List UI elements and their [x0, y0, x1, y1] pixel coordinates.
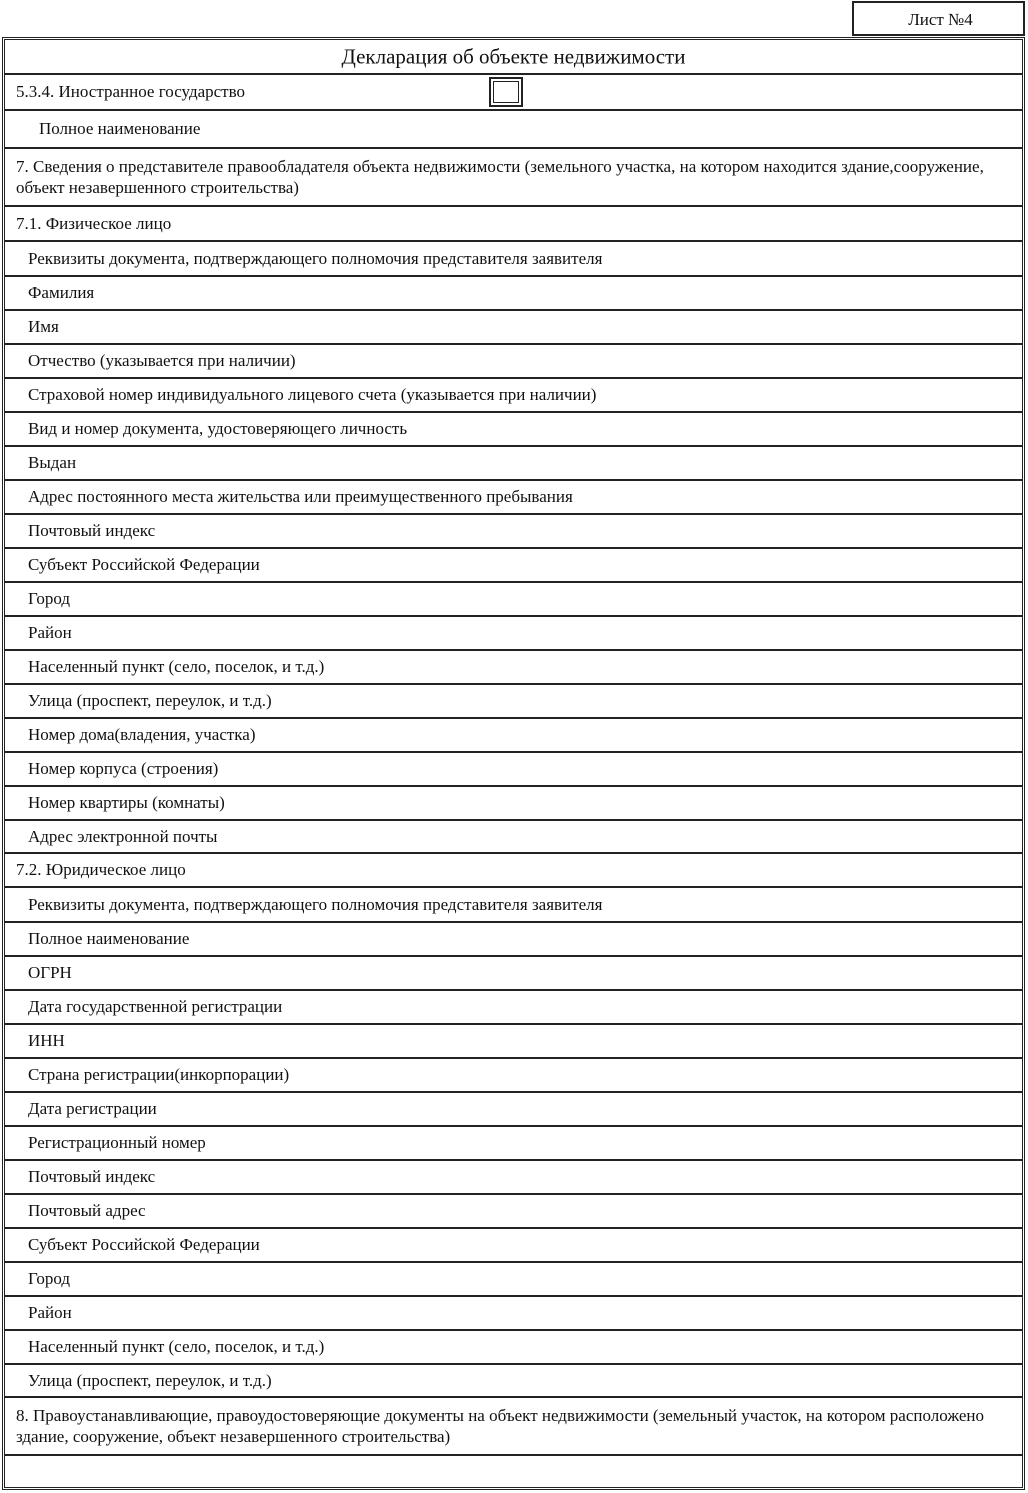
legal-entity-field-label: Дата государственной регистрации: [28, 997, 283, 1016]
individual-field-row[interactable]: [5, 651, 1022, 685]
individual-field-label: Почтовый индекс: [28, 521, 156, 540]
legal-entity-field-row[interactable]: [5, 991, 1022, 1025]
legal-entity-field-row[interactable]: [5, 1229, 1022, 1263]
section-7-2-heading: 7.2. Юридическое лицо: [16, 860, 186, 879]
declaration-form: [2, 37, 1025, 1490]
legal-entity-field-row[interactable]: [5, 1263, 1022, 1297]
individual-field-row[interactable]: [5, 583, 1022, 617]
individual-field-row[interactable]: [5, 311, 1022, 345]
section-7-heading: 7. Сведения о представителе правообладателя объекта недвижимости (земельного участка, на котором находится здание,сооружение, объект незавершенного строительства): [16, 157, 984, 197]
legal-entity-field-row[interactable]: [5, 1127, 1022, 1161]
legal-entity-field-label: Населенный пункт (село, поселок, и т.д.): [28, 1337, 325, 1356]
legal-entity-field-row[interactable]: [5, 1059, 1022, 1093]
individual-field-row[interactable]: [5, 277, 1022, 311]
individual-field-label: Улица (проспект, переулок, и т.д.): [28, 691, 272, 710]
individual-field-label: Населенный пункт (село, поселок, и т.д.): [28, 657, 325, 676]
legal-entity-field-label: Город: [28, 1269, 70, 1288]
legal-entity-field-row[interactable]: [5, 1025, 1022, 1059]
individual-field-row[interactable]: [5, 242, 1022, 277]
individual-field-label: Страховой номер индивидуального лицевого счета (указывается при наличии): [28, 385, 597, 404]
individual-field-row[interactable]: [5, 549, 1022, 583]
legal-entity-field-label: Регистрационный номер: [28, 1133, 206, 1152]
legal-entity-field-row[interactable]: [5, 923, 1022, 957]
individual-field-label: Выдан: [28, 453, 77, 472]
individual-field-label: Адрес постоянного места жительства или преимущественного пребывания: [28, 487, 573, 506]
legal-entity-field-row[interactable]: [5, 888, 1022, 923]
individual-field-label: Номер корпуса (строения): [28, 759, 219, 778]
foreign-state-row: [5, 75, 1022, 111]
legal-entity-field-row[interactable]: [5, 1365, 1022, 1398]
individual-field-row[interactable]: [5, 685, 1022, 719]
individual-field-label: Город: [28, 589, 70, 608]
individual-field-row[interactable]: [5, 617, 1022, 651]
section-7-1-heading-row: [5, 207, 1022, 242]
individual-field-row[interactable]: [5, 481, 1022, 515]
foreign-state-full-name-row[interactable]: [5, 111, 1022, 149]
individual-field-label: Номер дома(владения, участка): [28, 725, 256, 744]
individual-field-label: Отчество (указывается при наличии): [28, 351, 296, 370]
form-title: Декларация об объекте недвижимости: [341, 44, 686, 68]
foreign-state-checkbox[interactable]: [489, 77, 523, 107]
individual-field-row[interactable]: [5, 515, 1022, 549]
individual-field-row[interactable]: [5, 447, 1022, 481]
legal-entity-field-label: Реквизиты документа, подтверждающего полномочия представителя заявителя: [28, 894, 603, 914]
legal-entity-field-row[interactable]: [5, 1093, 1022, 1127]
legal-entity-field-row[interactable]: [5, 1195, 1022, 1229]
individual-field-row[interactable]: [5, 379, 1022, 413]
legal-entity-field-row[interactable]: [5, 957, 1022, 991]
individual-field-row[interactable]: [5, 753, 1022, 787]
section-7-heading-row: [5, 149, 1022, 207]
foreign-state-label: 5.3.4. Иностранное государство: [16, 82, 246, 101]
legal-entity-field-label: Почтовый адрес: [28, 1201, 146, 1220]
form-title-row: [5, 40, 1022, 75]
legal-entity-field-label: ОГРН: [28, 963, 72, 982]
legal-entity-field-label: Полное наименование: [28, 929, 190, 948]
legal-entity-field-label: Субъект Российской Федерации: [28, 1235, 260, 1254]
individual-field-label: Вид и номер документа, удостоверяющего личность: [28, 419, 408, 438]
individual-field-row[interactable]: [5, 787, 1022, 821]
legal-entity-field-label: Почтовый индекс: [28, 1167, 156, 1186]
legal-entity-field-label: Район: [28, 1303, 72, 1322]
legal-entity-field-row[interactable]: [5, 1331, 1022, 1365]
sheet-number-label: Лист №4: [852, 1, 1025, 36]
legal-entity-field-row[interactable]: [5, 1297, 1022, 1331]
section-7-1-heading: 7.1. Физическое лицо: [16, 213, 172, 233]
individual-field-row[interactable]: [5, 821, 1022, 854]
individual-field-label: Субъект Российской Федерации: [28, 555, 260, 574]
individual-field-label: Адрес электронной почты: [28, 826, 218, 846]
individual-field-label: Номер квартиры (комнаты): [28, 793, 225, 812]
individual-field-row[interactable]: [5, 345, 1022, 379]
individual-field-label: Имя: [28, 317, 59, 336]
legal-entity-field-row[interactable]: [5, 1161, 1022, 1195]
individual-field-label: Реквизиты документа, подтверждающего полномочия представителя заявителя: [28, 248, 603, 268]
legal-entity-field-label: ИНН: [28, 1031, 65, 1050]
foreign-state-full-name-label: Полное наименование: [39, 119, 201, 138]
legal-entity-field-label: Страна регистрации(инкорпорации): [28, 1065, 290, 1084]
section-8-heading-row: [5, 1398, 1022, 1456]
section-7-2-heading-row: [5, 854, 1022, 888]
individual-field-label: Фамилия: [28, 283, 95, 302]
individual-field-row[interactable]: [5, 719, 1022, 753]
legal-entity-field-label: Улица (проспект, переулок, и т.д.): [28, 1370, 272, 1390]
legal-entity-field-label: Дата регистрации: [28, 1099, 157, 1118]
individual-field-row[interactable]: [5, 413, 1022, 447]
section-8-heading: 8. Правоустанавливающие, правоудостоверяющие документы на объект недвижимости (земельный участок, на котором расположено здание, сооружение, объект незавершенного строительства): [16, 1406, 984, 1446]
individual-field-label: Район: [28, 623, 72, 642]
section-8-input-row[interactable]: [5, 1456, 1022, 1487]
